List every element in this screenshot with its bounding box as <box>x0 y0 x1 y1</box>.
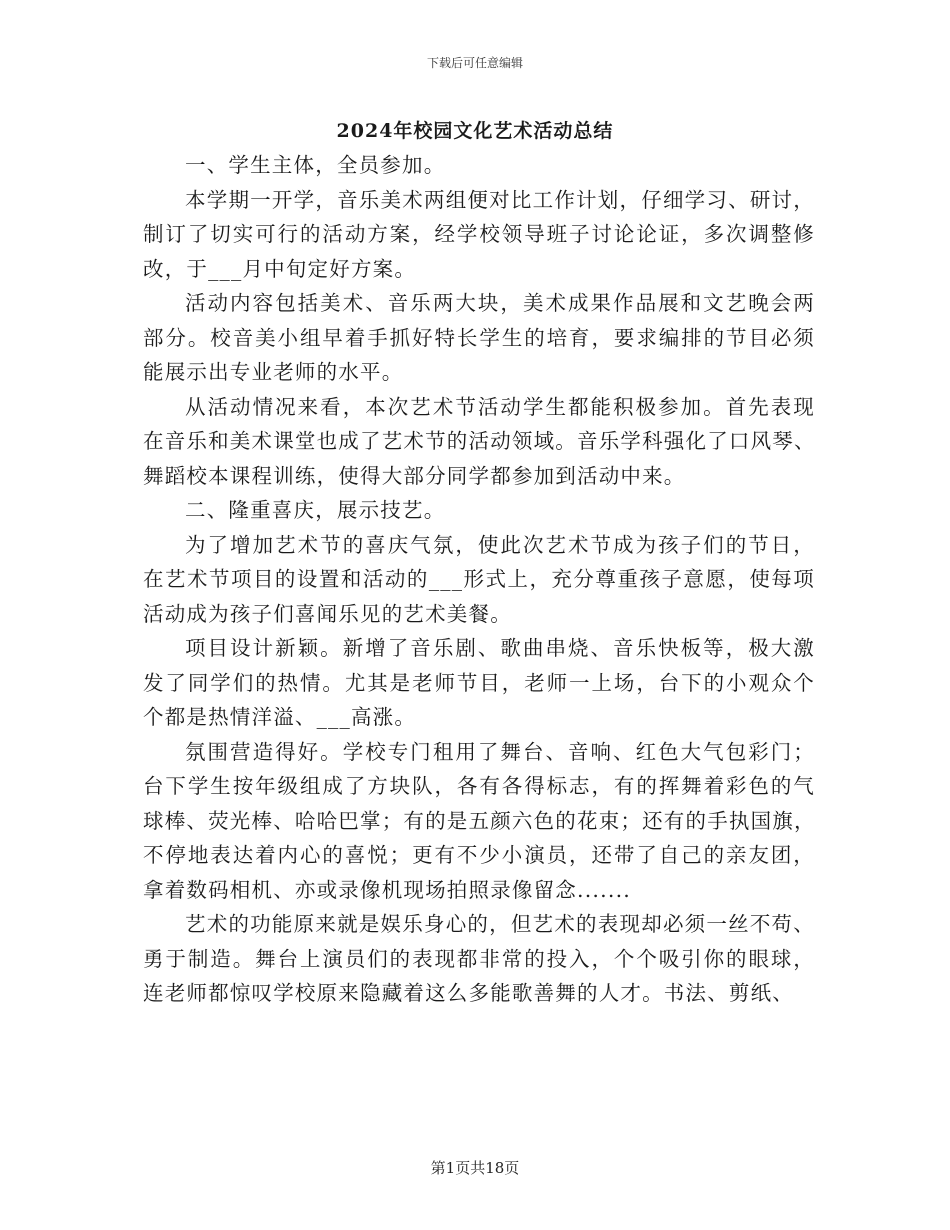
paragraph <box>143 907 815 1011</box>
paragraph <box>143 631 815 735</box>
paragraph <box>143 183 815 287</box>
paragraph-line: 项目设计新颖。新增了音乐剧、歌曲串烧、音乐快板等，极大激 <box>185 636 815 660</box>
paragraph-line: 球棒、荧光棒、哈哈巴掌；有的是五颜六色的花束；还有的手执国旗， <box>143 808 816 833</box>
paragraph-line: 不停地表达着内心的喜悦；更有不少小演员，还带了自己的亲友团， <box>143 843 815 867</box>
paragraph-line: 一、学生主体，全员参加。 <box>185 153 446 177</box>
page-footer: 第1页共18页 <box>430 1159 520 1177</box>
paragraph-line: 在艺术节项目的设置和活动的___形式上，充分尊重孩子意愿，使每项 <box>143 567 815 591</box>
paragraph-line: 舞蹈校本课程训练，使得大部分同学都参加到活动中来。 <box>143 463 686 488</box>
paragraph-line: 二、隆重喜庆，展示技艺。 <box>185 498 446 522</box>
paragraph-line: 能展示出专业老师的水平。 <box>143 360 404 384</box>
paragraph-line: 为了增加艺术节的喜庆气氛，使此次艺术节成为孩子们的节日， <box>185 532 815 557</box>
paragraph <box>143 528 815 632</box>
paragraph <box>143 148 815 183</box>
page-header: 下载后可任意编辑 <box>426 56 523 70</box>
paragraph <box>143 390 815 494</box>
paragraph-line: 制订了切实可行的活动方案，经学校领导班子讨论论证，多次调整修 <box>143 222 815 246</box>
paragraph-line: 改，于___月中旬定好方案。 <box>143 256 417 281</box>
document-body <box>143 148 815 1011</box>
paragraph-line: 部分。校音美小组早着手抓好特长学生的培育，要求编排的节目必须 <box>143 325 815 350</box>
paragraph-line: 台下学生按年级组成了方块队，各有各得标志，有的挥舞着彩色的气 <box>143 774 815 798</box>
paragraph <box>143 286 815 390</box>
paragraph-line: 从活动情况来看，本次艺术节活动学生都能积极参加。首先表现 <box>185 394 815 419</box>
paragraph-line: 个都是热情洋溢、___高涨。 <box>143 705 417 729</box>
paragraph <box>143 493 815 528</box>
paragraph-line: 氛围营造得好。学校专门租用了舞台、音响、红色大气包彩门； <box>185 739 815 764</box>
paragraph <box>143 735 815 908</box>
paragraph-line: 活动成为孩子们喜闻乐见的艺术美餐。 <box>143 601 512 626</box>
paragraph-line: 连老师都惊叹学校原来隐藏着这么多能歌善舞的人才。书法、剪纸、 <box>143 981 794 1005</box>
paragraph-line: 勇于制造。舞台上演员们的表现都非常的投入，个个吸引你的眼球， <box>143 946 815 971</box>
paragraph-line: 本学期一开学，音乐美术两组便对比工作计划，仔细学习、研讨， <box>185 187 815 212</box>
paragraph-line: 活动内容包括美术、音乐两大块，美术成果作品展和文艺晚会两 <box>185 291 815 315</box>
paragraph-line: 艺术的功能原来就是娱乐身心的，但艺术的表现却必须一丝不苟、 <box>185 912 815 936</box>
paragraph-line: 在音乐和美术课堂也成了艺术节的活动领域。音乐学科强化了口风琴、 <box>143 429 816 453</box>
document-title: 2024年校园文化艺术活动总结 <box>336 120 614 142</box>
paragraph-line: 发了同学们的热情。尤其是老师节目，老师一上场，台下的小观众个 <box>143 670 815 695</box>
paragraph-line: 拿着数码相机、亦或录像机现场拍照录像留念....... <box>143 877 632 902</box>
